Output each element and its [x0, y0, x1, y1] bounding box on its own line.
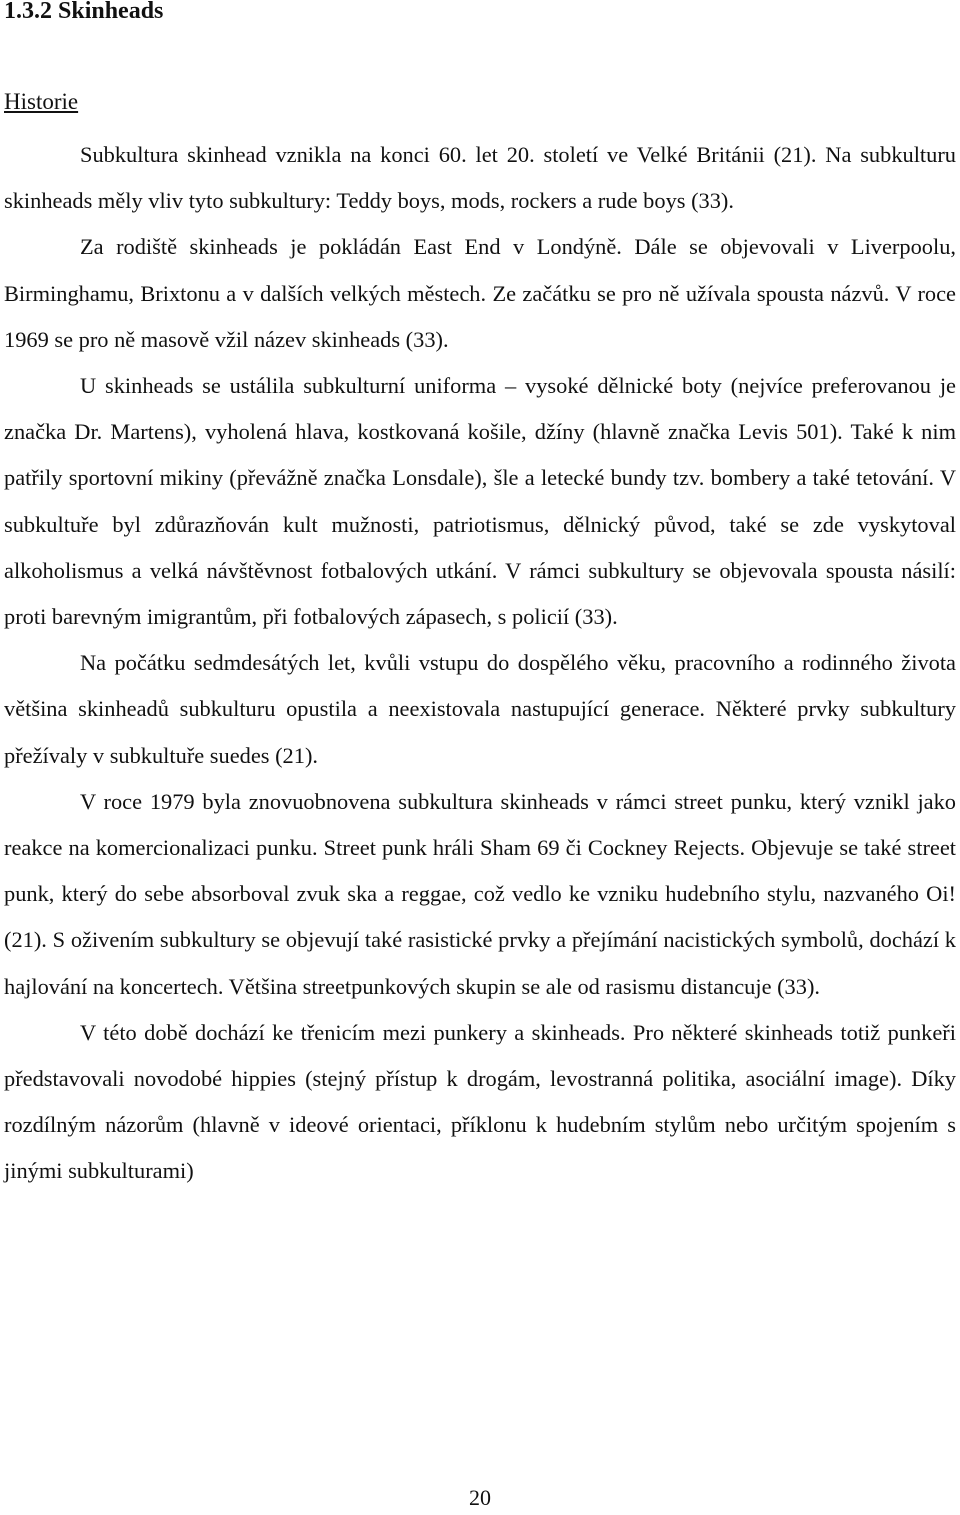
- paragraph: Na počátku sedmdesátých let, kvůli vstupu do dospělého věku, pracovního a rodinného života většina skinheadů subkulturu opustila a neexistovala nastupující generace. Některé prvky subkultury přežívaly v subkultuře suedes (21).: [4, 650, 956, 768]
- body-text: [4, 132, 956, 1195]
- paragraph: Za rodiště skinheads je pokládán East End v Londýně. Dále se objevovali v Liverpoolu, Birminghamu, Brixtonu a v dalších velkých městech. Ze začátku se pro ně užívala spousta názvů. V roce 1969 se pro ně masově vžil název skinheads (33).: [4, 234, 956, 352]
- paragraph: Subkultura skinhead vznikla na konci 60. let 20. století ve Velké Británii (21). Na subkulturu skinheads měly vliv tyto subkultury: Teddy boys, mods, rockers a rude boys (33).: [4, 142, 956, 214]
- paragraph: U skinheads se ustálila subkulturní uniforma – vysoké dělnické boty (nejvíce preferovanou je značka Dr. Martens), vyholená hlava, kostkovaná košile, džíny (hlavně značka Levis 501). Také k nim patřily sportovní mikiny (převážně značka Lonsdale), šle a letecké bundy tzv. bombery a také tetování. V subkultuře byl zdůrazňován kult mužnosti, patriotismus, dělnický původ, také se zde vyskytoval alkoholismus a velká návštěvnost fotbalových utkání. V rámci subkultury se objevovala spousta násilí: proti barevným imigrantům, při fotbalových zápasech, s policií (33).: [4, 373, 956, 630]
- subheading-historie: Historie: [4, 89, 79, 114]
- section-title: 1.3.2 Skinheads: [4, 0, 164, 24]
- paragraph: V roce 1979 byla znovuobnovena subkultura skinheads v rámci street punku, který vznikl jako reakce na komercionalizaci punku. Street punk hráli Sham 69 či Cockney Rejects. Objevuje se také street punk, který do sebe absorboval zvuk ska a reggae, což vedlo ke vzniku hudebního stylu, nazvaného Oi! (21). S oživením subkultury se objevují také rasistické prvky a přejímání nacistických symbolů, dochází k hajlování na koncertech. Většina streetpunkových skupin se ale od rasismu distancuje (33).: [4, 788, 956, 999]
- paragraph: V této době dochází ke třenicím mezi punkery a skinheads. Pro některé skinheads totiž punkeři představovali novodobé hippies (stejný přístup k drogám, levostranná politika, asociální image). Díky rozdílným názorům (hlavně v ideové orientaci, příklonu k hudebním stylům nebo určitým spojením s jinými subkulturami): [4, 1019, 956, 1184]
- page-number: 20: [469, 1485, 491, 1510]
